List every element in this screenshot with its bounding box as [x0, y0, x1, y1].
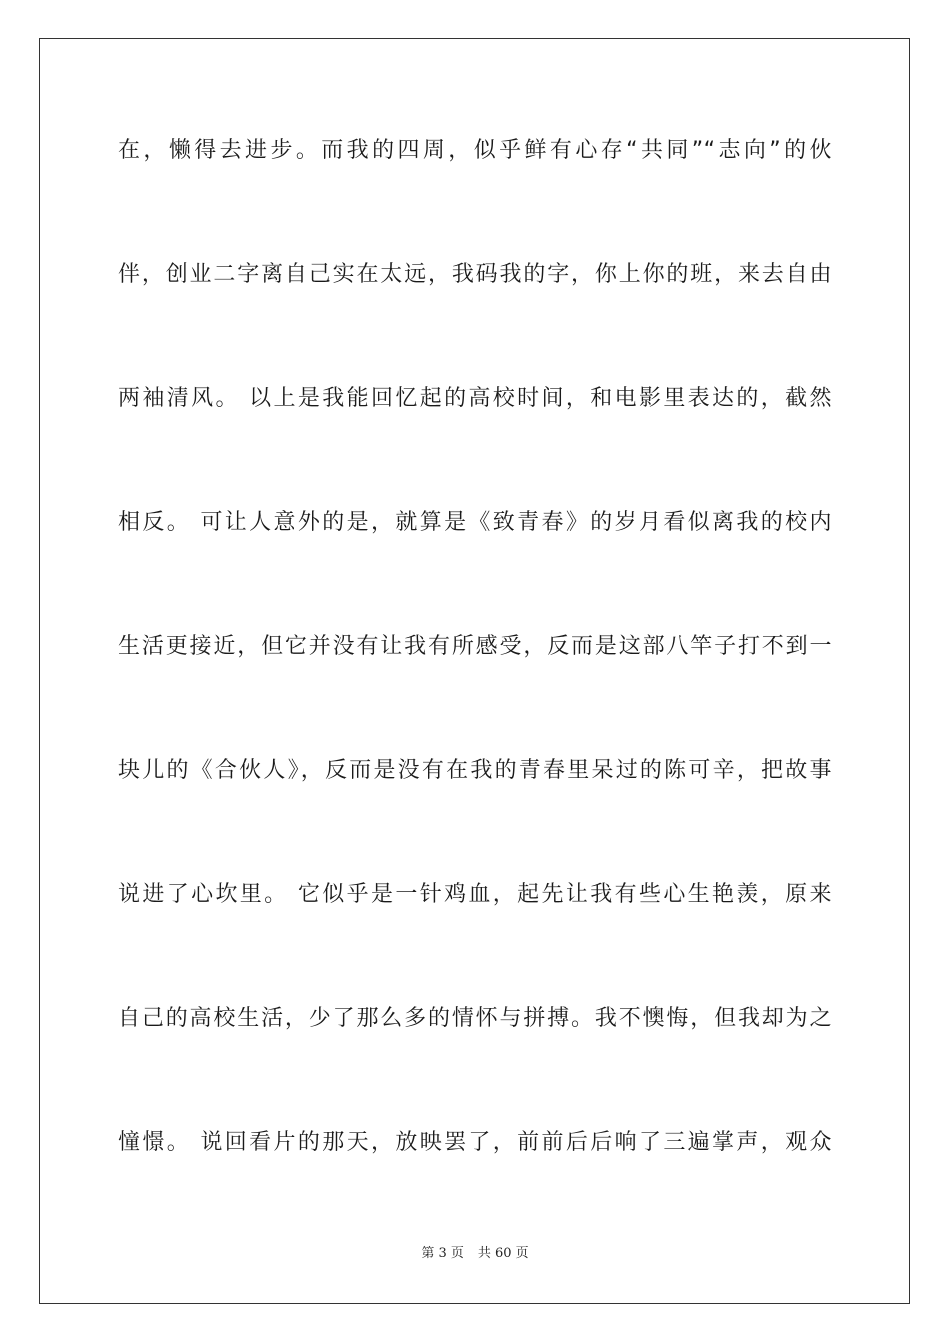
text-line: 在，懒得去进步。而我的四周，似乎鲜有心存“共同”“志向”的伙 — [118, 138, 832, 163]
text-line: 憧憬。 说回看片的那天，放映罢了，前前后后响了三遍掌声，观众 — [118, 1130, 832, 1155]
text-line: 块儿的《合伙人》，反而是没有在我的青春里呆过的陈可辛，把故事 — [118, 758, 832, 783]
text-line: 生活更接近，但它并没有让我有所感受，反而是这部八竿子打不到一 — [118, 634, 832, 659]
text-line: 伴，创业二字离自己实在太远，我码我的字，你上你的班，来去自由 — [118, 262, 832, 287]
text-line: 说进了心坎里。 它似乎是一针鸡血，起先让我有些心生艳羡，原来 — [118, 882, 832, 907]
page-footer — [0, 1245, 950, 1263]
text-line: 自己的高校生活，少了那么多的情怀与拼搏。我不懊悔，但我却为之 — [118, 1006, 832, 1031]
page-total: 共 60 页 — [477, 1246, 529, 1261]
page-border — [39, 38, 910, 1304]
text-line: 相反。 可让人意外的是，就算是《致青春》的岁月看似离我的校内 — [118, 510, 832, 535]
text-line: 两袖清风。 以上是我能回忆起的高校时间，和电影里表达的，截然 — [118, 386, 832, 411]
page-number: 第 3 页 — [421, 1246, 464, 1261]
